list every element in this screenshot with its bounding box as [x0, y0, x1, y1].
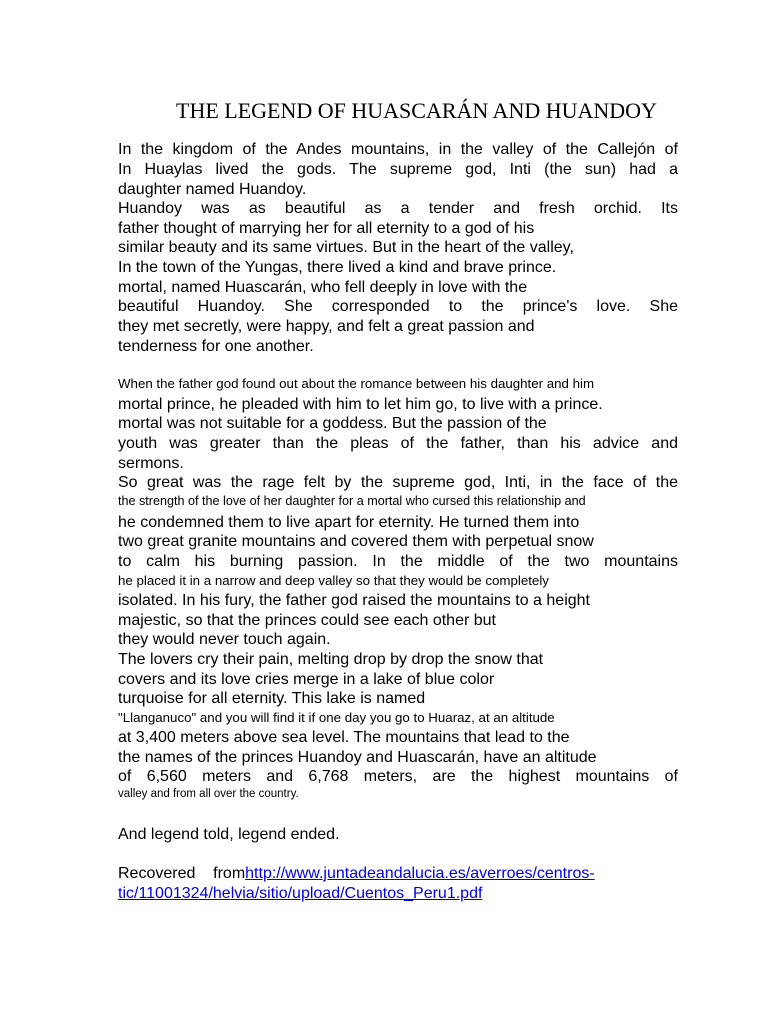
paragraph-2-line: The lovers cry their pain, melting drop by drop the snow that — [118, 651, 544, 668]
paragraph-2-line: to calm his burning passion. In the middle of the two mountains — [118, 553, 678, 570]
paragraph-2-line: sermons. — [118, 455, 184, 472]
paragraph-1-line: In the town of the Yungas, there lived a kind and brave prince. — [118, 259, 557, 276]
paragraph-1-line: father thought of marrying her for all eternity to a god of his — [118, 220, 535, 237]
paragraph-2-line: covers and its love cries merge in a lake of blue color — [118, 671, 495, 688]
paragraph-2-line: the names of the princes Huandoy and Huascarán, have an altitude — [118, 749, 597, 766]
source-line-2 — [118, 884, 678, 903]
paragraph-2-line: When the father god found out about the romance between his daughter and him — [118, 376, 595, 391]
document-title: THE LEGEND OF HUASCARÁN AND HUANDOY — [176, 98, 657, 123]
paragraph-2-line: of 6,560 meters and 6,768 meters, are the highest mountains of — [118, 768, 678, 785]
paragraph-1-line: In Huaylas lived the gods. The supreme god, Inti (the sun) had a — [118, 161, 678, 178]
paragraph-1-line: daughter named Huandoy. — [118, 181, 307, 198]
paragraph-2-line: mortal prince, he pleaded with him to let him go, to live with a prince. — [118, 396, 603, 413]
paragraph-1-line: similar beauty and its same virtues. But in the heart of the valley, — [118, 239, 574, 256]
closing-line: And legend told, legend ended. — [118, 826, 340, 843]
paragraph-2-line: isolated. In his fury, the father god raised the mountains to a height — [118, 592, 590, 609]
paragraph-2-line: he placed it in a narrow and deep valley so that they would be completely — [118, 573, 549, 588]
paragraph-2-line: they would never touch again. — [118, 631, 331, 648]
paragraph-1-line: they met secretly, were happy, and felt a great passion and — [118, 318, 535, 335]
paragraph-2-line: he condemned them to live apart for eternity. He turned them into — [118, 514, 580, 531]
paragraph-2-line: So great was the rage felt by the supreme god, Inti, in the face of the — [118, 474, 678, 491]
paragraph-2-line: valley and from all over the country. — [118, 788, 299, 800]
paragraph-2-line: at 3,400 meters above sea level. The mountains that lead to the — [118, 729, 570, 746]
paragraph-1-line: tenderness for one another. — [118, 338, 314, 355]
paragraph-1-line: beautiful Huandoy. She corresponded to the prince's love. She — [118, 298, 678, 315]
paragraph-1-line: mortal, named Huascarán, who fell deeply in love with the — [118, 279, 528, 296]
paragraph-2-line: two great granite mountains and covered them with perpetual snow — [118, 533, 594, 550]
source-line — [118, 864, 678, 883]
recovered-label: Recovered from — [118, 865, 246, 882]
paragraph-2-line: turquoise for all eternity. This lake is named — [118, 690, 426, 707]
paragraph-2-line: "Llanganuco" and you will find it if one day you go to Huaraz, at an altitude — [118, 710, 555, 725]
source-link-continued[interactable]: tic/11001324/helvia/sitio/upload/Cuentos_Peru1.pdf — [118, 885, 483, 902]
paragraph-2-line: mortal was not suitable for a goddess. But the passion of the — [118, 415, 547, 432]
paragraph-2-line: majestic, so that the princes could see each other but — [118, 612, 496, 629]
paragraph-1-line: In the kingdom of the Andes mountains, in the valley of the Callejón of — [118, 141, 678, 158]
paragraph-1-line: Huandoy was as beautiful as a tender and fresh orchid. Its — [118, 200, 678, 217]
source-link[interactable]: http://www.juntadeandalucia.es/averroes/centros- — [245, 865, 595, 882]
paragraph-2-line: the strength of the love of her daughter for a mortal who cursed this relationship and — [118, 494, 586, 508]
paragraph-2-line: youth was greater than the pleas of the father, than his advice and — [118, 435, 678, 452]
